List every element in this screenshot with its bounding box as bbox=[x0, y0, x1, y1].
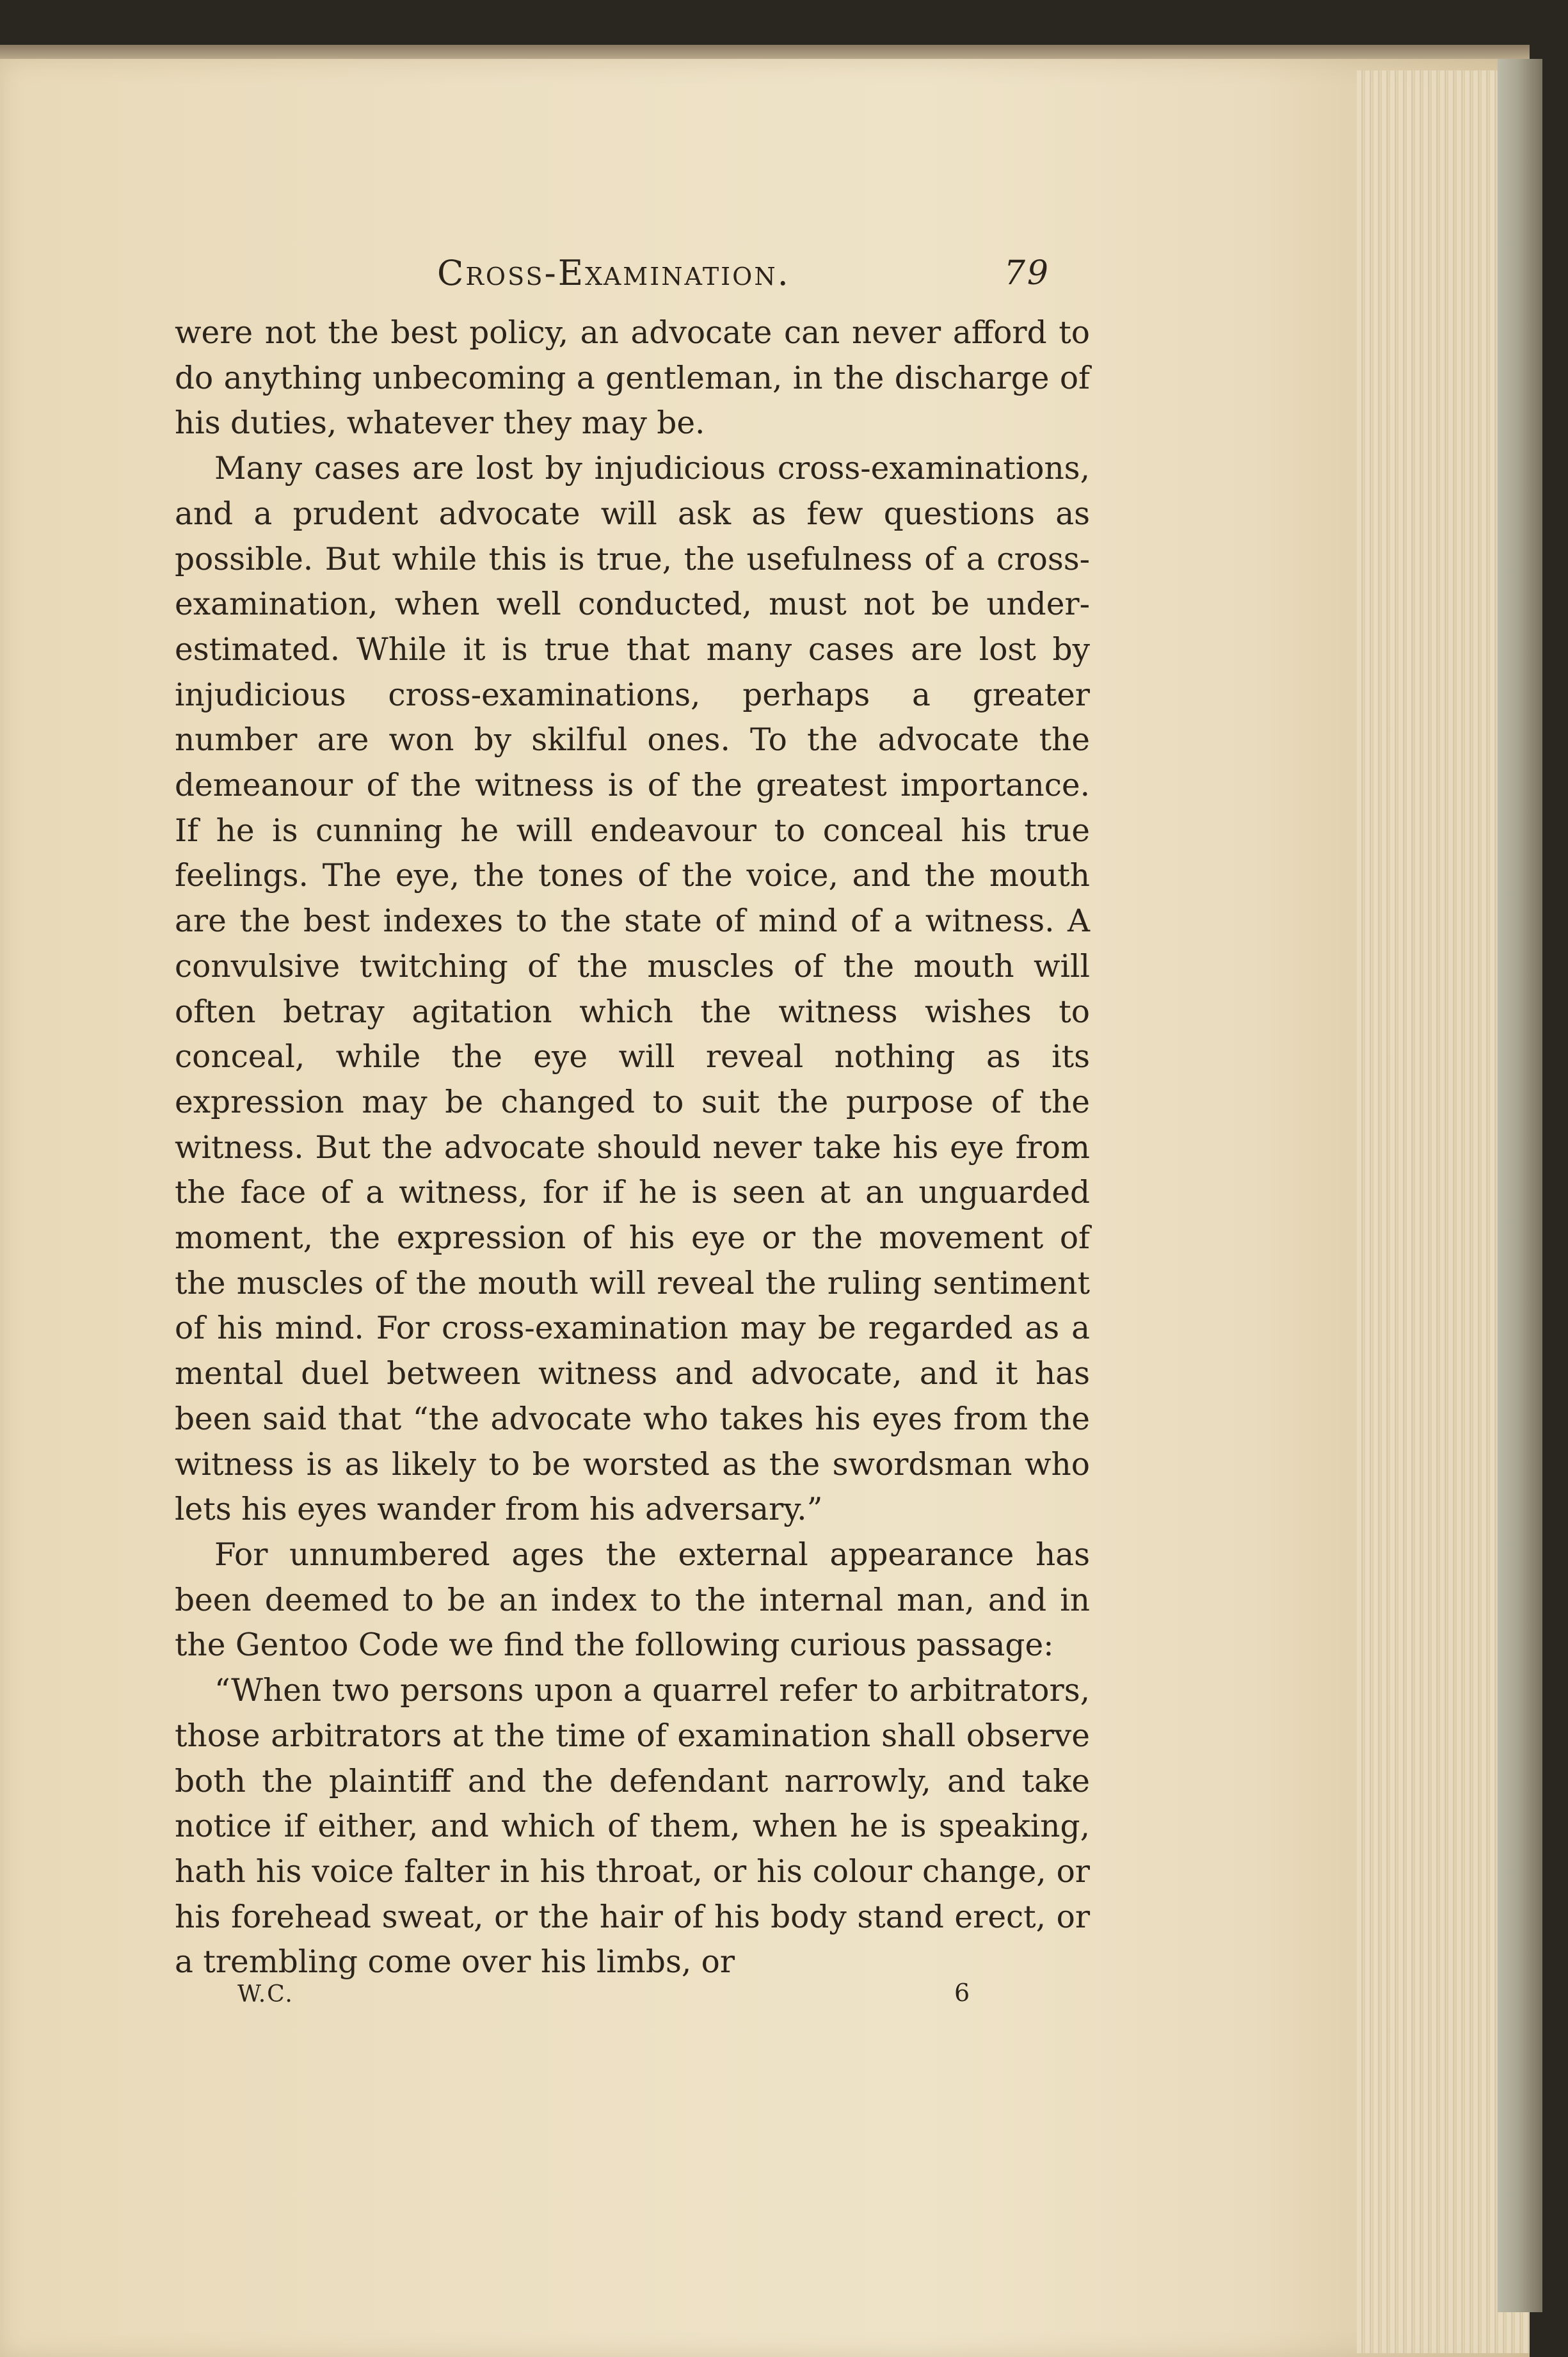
signature-sheet-number: 6 bbox=[954, 1979, 970, 2007]
paragraph: For unnumbered ages the external appearance has been deemed to be an index to the internal man, and in the Gentoo Code we find the following curious passage: bbox=[175, 1536, 1090, 1664]
running-head-title: Cross-Examination. bbox=[437, 253, 790, 293]
paragraph: Many cases are lost by injudicious cross-examinations, and a prudent advocate will ask as few questions as possible. But while this is true, the usefulness of a cross-examination, when well conducted, must not be under-estimated. While it is true that many cases are lost by injudicious cross-examinations, perhaps a greater number are won by skilful ones. To the advocate the demeanour of the witness is of the greatest importance. If he is cunning he will endeavour to conceal his true feelings. The eye, the tones of the voice, and the mouth are the best indexes to the state of mind of a witness. A convulsive twitching of the muscles of the mouth will often betray agitation which the witness wishes to conceal, while the eye will reveal nothing as its expression may be changed to suit the purpose of the witness. But the advocate should never take his eye from the face of a witness, for if he is seen at an unguarded moment, the expression of his eye or the movement of the muscles of the mouth will reveal the ruling sentiment of his mind. For cross-examination may be regarded as a mental duel between witness and advocate, and it has been said that “the advocate who takes his eyes from the witness is as likely to be worsted as the swordsman who lets his eyes wander from his adversary.” bbox=[175, 451, 1090, 1528]
signature-mark: W.C. bbox=[237, 1981, 294, 2008]
paragraph: were not the best policy, an advocate can never afford to do anything unbecoming a gentleman, in the discharge of his duties, whatever they may be. bbox=[175, 315, 1090, 442]
signature-line bbox=[175, 1981, 1090, 2013]
book-cover-edge bbox=[1498, 59, 1542, 2312]
text-block bbox=[175, 253, 1090, 2013]
body-text bbox=[175, 310, 1090, 1985]
running-head bbox=[175, 253, 1090, 298]
quoted-paragraph: “When two persons upon a quarrel refer to arbitrators, those arbitrators at the time of examination shall observe both the plaintiff and the defendant narrowly, and take notice if either, and which of them, when he is speaking, hath his voice falter in his throat, or his colour change, or his forehead sweat, or the hair of his body stand erect, or a trembling come over his limbs, or bbox=[175, 1673, 1090, 1981]
page-number: 79 bbox=[1004, 254, 1050, 293]
